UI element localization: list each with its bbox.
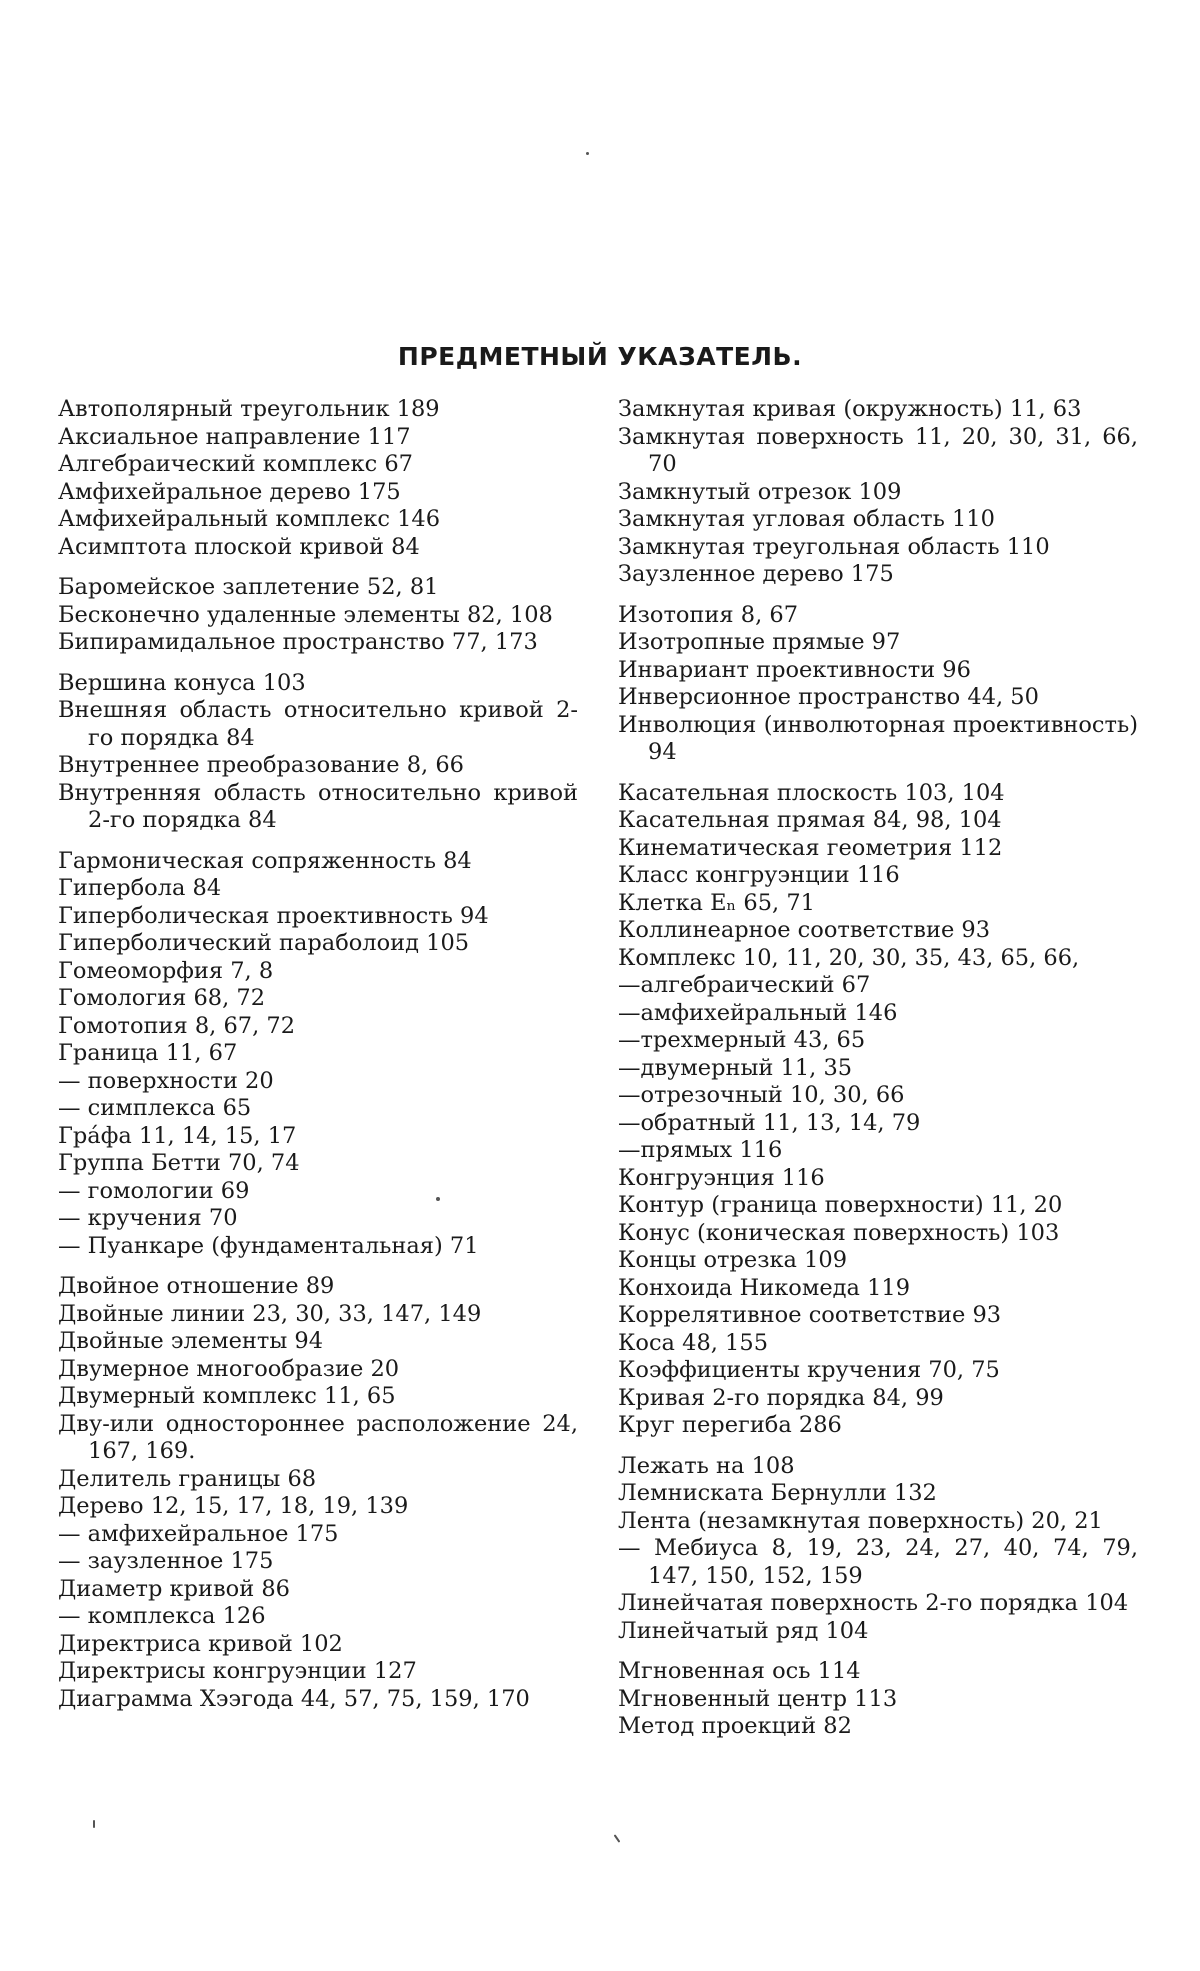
index-subentry: — Мебиуса 8, 19, 23, 24, 27, 40, 74, 79, 147, 150, 152, 159 xyxy=(618,1535,1138,1589)
print-speck xyxy=(436,1197,440,1201)
index-entry: Группа Бетти 70, 74 xyxy=(58,1150,300,1176)
page-title: ПРЕДМЕТНЫЙ УКАЗАТЕЛЬ. xyxy=(397,342,803,371)
index-entry: Замкнутая треугольная область 110 xyxy=(618,533,1050,560)
index-subentry: —отрезочный 10, 30, 66 xyxy=(618,1082,905,1108)
index-subentry: — Пуанкаре (фундаментальная) 71 xyxy=(58,1232,479,1259)
index-entry: Кривая 2-го порядка 84, 99 xyxy=(618,1384,944,1411)
index-entry: Гра́фа 11, 14, 15, 17 xyxy=(58,1122,297,1149)
index-entry: Класс конгруэнции 116 xyxy=(618,862,900,888)
index-entry: Мгновенная ось 114 xyxy=(618,1658,861,1684)
index-entry: Внутреннее преобразование 8, 66 xyxy=(58,752,464,778)
index-entry: Изотопия 8, 67 xyxy=(618,601,799,628)
index-entry: Коса 48, 155 xyxy=(618,1329,769,1356)
index-entry: Инверсионное пространство 44, 50 xyxy=(618,684,1039,710)
index-entry: Лежать на 108 xyxy=(618,1452,795,1479)
index-entry: Двумерное многообразие 20 xyxy=(58,1355,400,1382)
index-entry: Коррелятивное соответствие 93 xyxy=(618,1302,1002,1328)
index-subentry: — комплекса 126 xyxy=(58,1603,266,1629)
index-entry: Делитель границы 68 xyxy=(58,1465,317,1492)
index-entry: Мгновенный центр 113 xyxy=(618,1685,898,1712)
index-entry: Коллинеарное соответствие 93 xyxy=(618,917,991,943)
index-subentry: —алгебраический 67 xyxy=(618,972,871,998)
index-entry: Диаметр кривой 86 xyxy=(58,1575,290,1602)
index-entry: Метод проекций 82 xyxy=(618,1713,852,1739)
index-entry: Диаграмма Хээгода 44, 57, 75, 159, 170 xyxy=(58,1685,530,1712)
index-entry: Аксиальное направление 117 xyxy=(58,423,411,450)
print-speck xyxy=(586,152,589,155)
index-subentry: — кручения 70 xyxy=(58,1205,238,1231)
index-entry: Двойные линии 23, 30, 33, 147, 149 xyxy=(58,1300,482,1327)
index-entry: Дву-или одностороннее расположение 24, 167, 169. xyxy=(58,1410,578,1464)
index-entry: Двумерный комплекс 11, 65 xyxy=(58,1383,396,1409)
index-entry: Директрисы конгруэнции 127 xyxy=(58,1658,417,1684)
index-entry: Директриса кривой 102 xyxy=(58,1630,343,1657)
index-entry: Коэффициенты кручения 70, 75 xyxy=(618,1357,1000,1383)
index-entry: Замкнутая кривая (окружность) 11, 63 xyxy=(618,396,1082,422)
index-entry: Алгебраический комплекс 67 xyxy=(58,451,413,477)
index-entry: Клетка Eₙ 65, 71 xyxy=(618,889,815,916)
index-entry: Концы отрезка 109 xyxy=(618,1247,848,1273)
index-entry: Круг перегиба 286 xyxy=(618,1412,842,1438)
index-entry: Гиперболический параболоид 105 xyxy=(58,930,470,956)
index-subentry: — амфихейральное 175 xyxy=(58,1520,339,1547)
index-entry: Внешняя область относительно кривой 2-го порядка 84 xyxy=(58,697,578,751)
index-entry: Баромейское заплетение 52, 81 xyxy=(58,574,439,600)
index-entry: Внутренняя область относительно кривой 2-го порядка 84 xyxy=(58,779,578,833)
print-speck xyxy=(93,1820,95,1828)
index-entry: Гомотопия 8, 67, 72 xyxy=(58,1012,296,1039)
index-entry: Гомология 68, 72 xyxy=(58,985,266,1011)
index-entry: Гиперболическая проективность 94 xyxy=(58,902,489,929)
index-entry: Амфихейральный комплекс 146 xyxy=(58,506,441,532)
index-entry: Автополярный треугольник 189 xyxy=(58,396,440,422)
index-entry: Асимптота плоской кривой 84 xyxy=(58,533,420,560)
index-entry: Гармоническая сопряженность 84 xyxy=(58,847,472,874)
index-entry: Двойное отношение 89 xyxy=(58,1273,335,1299)
index-entry: Заузленное дерево 175 xyxy=(618,561,894,587)
index-entry: Лента (незамкнутая поверхность) 20, 21 xyxy=(618,1507,1103,1534)
index-subentry: — гомологии 69 xyxy=(58,1177,250,1204)
index-entry: Лемниската Бернулли 132 xyxy=(618,1480,937,1506)
index-subentry: —обратный 11, 13, 14, 79 xyxy=(618,1109,921,1136)
index-entry: Линейчатый ряд 104 xyxy=(618,1617,869,1644)
index-subentry: — заузленное 175 xyxy=(58,1548,274,1574)
index-entry: Граница 11, 67 xyxy=(58,1040,238,1066)
index-entry: Касательная прямая 84, 98, 104 xyxy=(618,807,1002,833)
index-entry: Конхоида Никомеда 119 xyxy=(618,1274,911,1301)
index-entry: Гипербола 84 xyxy=(58,875,222,901)
index-entry: Гомеоморфия 7, 8 xyxy=(58,957,274,984)
index-entry: Изотропные прямые 97 xyxy=(618,629,901,655)
index-subentry: —двумерный 11, 35 xyxy=(618,1054,853,1081)
index-entry: Кинематическая геометрия 112 xyxy=(618,834,1003,861)
index-subentry: —трехмерный 43, 65 xyxy=(618,1027,866,1053)
index-entry: Комплекс 10, 11, 20, 30, 35, 43, 65, 66, xyxy=(618,944,1080,971)
index-entry: Замкнутая поверхность 11, 20, 30, 31, 66, 70 xyxy=(618,423,1138,477)
index-entry: Двойные элементы 94 xyxy=(58,1328,324,1354)
index-subentry: — поверхности 20 xyxy=(58,1067,274,1094)
index-entry: Бесконечно удаленные элементы 82, 108 xyxy=(58,601,553,628)
print-speck xyxy=(614,1834,621,1843)
index-entry: Касательная плоскость 103, 104 xyxy=(618,779,1005,806)
index-entry: Конус (коническая поверхность) 103 xyxy=(618,1219,1060,1246)
index-column-right xyxy=(618,396,1138,1741)
index-entry: Инвариант проективности 96 xyxy=(618,656,971,683)
index-entry: Замкнутая угловая область 110 xyxy=(618,506,995,532)
index-subentry: —амфихейральный 146 xyxy=(618,999,898,1026)
index-entry: Замкнутый отрезок 109 xyxy=(618,478,902,505)
index-entry: Конгруэнция 116 xyxy=(618,1164,825,1191)
index-subentry: —прямых 116 xyxy=(618,1137,783,1163)
index-entry: Дерево 12, 15, 17, 18, 19, 139 xyxy=(58,1493,409,1519)
index-entry: Линейчатая поверхность 2-го порядка 104 xyxy=(618,1590,1129,1616)
index-entry: Бипирамидальное пространство 77, 173 xyxy=(58,629,538,655)
index-column-left xyxy=(58,396,578,1713)
index-entry: Контур (граница поверхности) 11, 20 xyxy=(618,1192,1063,1218)
index-entry: Амфихейральное дерево 175 xyxy=(58,478,401,505)
index-entry: Вершина конуса 103 xyxy=(58,669,306,696)
index-entry: Инволюция (инволюторная проективность) 94 xyxy=(618,711,1138,765)
index-subentry: — симплекса 65 xyxy=(58,1095,252,1121)
